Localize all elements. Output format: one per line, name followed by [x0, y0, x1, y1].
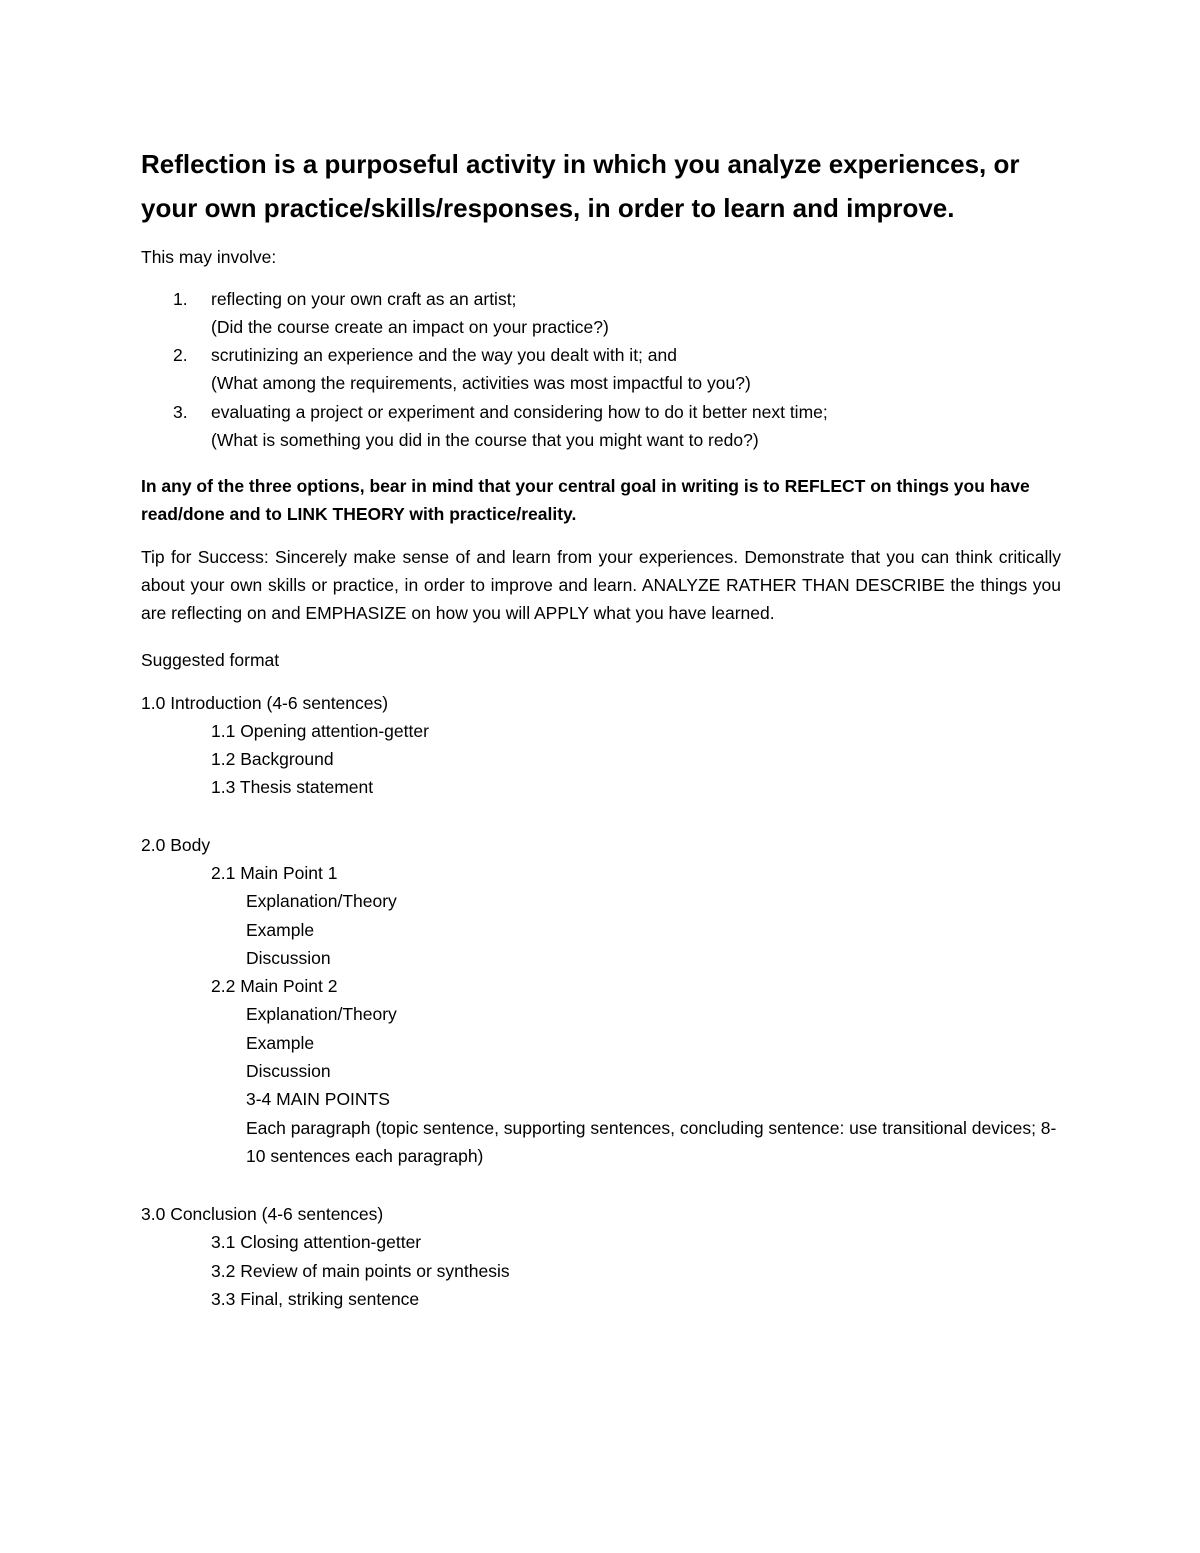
option-text: scrutinizing an experience and the way you dealt with it; and: [211, 345, 677, 365]
option-text: evaluating a project or experiment and considering how to do it better next time;: [211, 402, 828, 422]
intro-text: This may involve:: [141, 247, 277, 267]
outline-item: 1.2 Background: [211, 749, 334, 769]
outline-item: 3.2 Review of main points or synthesis: [211, 1261, 510, 1281]
outline-subitem: Explanation/Theory: [246, 1004, 397, 1024]
option-question: (What among the requirements, activities was most impactful to you?): [211, 373, 751, 393]
option-text: reflecting on your own craft as an artist;: [211, 289, 517, 309]
option-number: 2.: [173, 345, 188, 365]
tip-for-success: Tip for Success: Sincerely make sense of and learn from your experiences. Demonstrate that you can think critically about your own skills or practice, in order to improve and learn. ANALYZE RATHER THAN DESCRIBE the things you are reflecting on and EMPHASIZE on how you will APPLY what you have learned.: [141, 547, 1061, 623]
option-question: (What is something you did in the course that you might want to redo?): [211, 430, 759, 450]
main-point-2: 2.2 Main Point 2: [211, 976, 338, 996]
outline-subitem: Explanation/Theory: [246, 891, 397, 911]
paragraph-note: Each paragraph (topic sentence, supporting sentences, concluding sentence: use transitional devices; 8-10 sentences each paragraph): [246, 1118, 1057, 1166]
outline-item: 1.3 Thesis statement: [211, 777, 374, 797]
outline-item: 1.1 Opening attention-getter: [211, 721, 429, 741]
body-heading: 2.0 Body: [141, 835, 211, 855]
central-goal-note: In any of the three options, bear in mind that your central goal in writing is to REFLECT on things you have read/done and to LINK THEORY with practice/reality.: [141, 476, 1030, 524]
outline-item: 3.3 Final, striking sentence: [211, 1289, 420, 1309]
outline-subitem: 3-4 MAIN POINTS: [246, 1089, 390, 1109]
main-point-1: 2.1 Main Point 1: [211, 863, 338, 883]
document-title: Reflection is a purposeful activity in which you analyze experiences, or your own practice/skills/responses, in order to learn and improve.: [141, 149, 1020, 223]
outline-subitem: Example: [246, 1033, 315, 1053]
introduction-heading: 1.0 Introduction (4-6 sentences): [141, 693, 389, 713]
outline-subitem: Example: [246, 920, 315, 940]
outline-subitem: Discussion: [246, 1061, 331, 1081]
format-label: Suggested format: [141, 650, 280, 670]
outline-subitem: Discussion: [246, 948, 331, 968]
option-number: 3.: [173, 402, 188, 422]
outline-item: 3.1 Closing attention-getter: [211, 1232, 422, 1252]
conclusion-heading: 3.0 Conclusion (4-6 sentences): [141, 1204, 384, 1224]
option-question: (Did the course create an impact on your practice?): [211, 317, 609, 337]
option-number: 1.: [173, 289, 188, 309]
